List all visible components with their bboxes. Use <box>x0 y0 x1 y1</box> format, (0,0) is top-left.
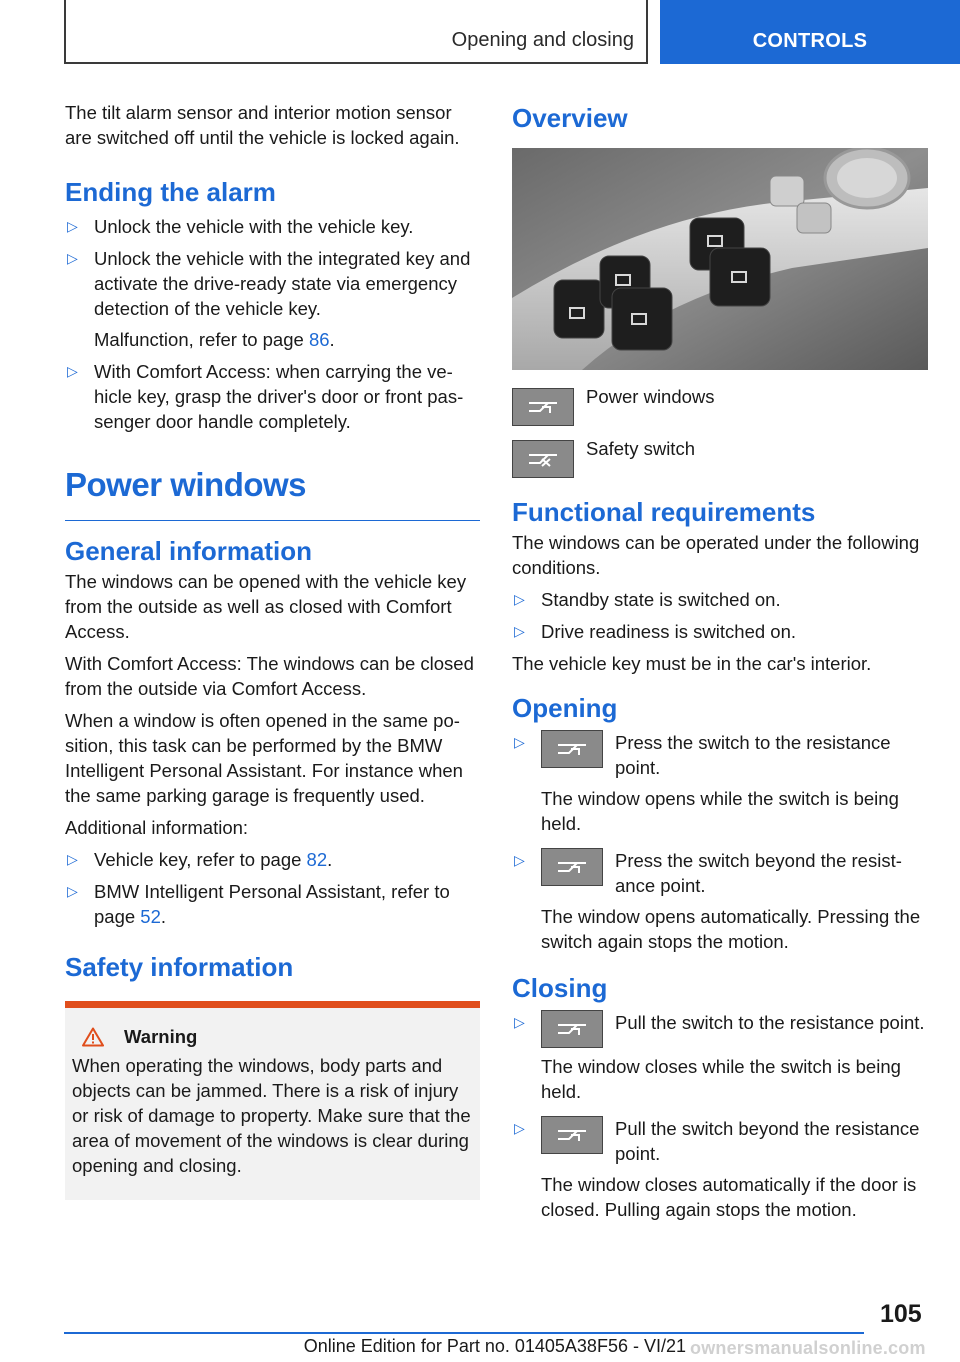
triangle-bullet-icon: ▷ <box>514 734 525 750</box>
window-switch-icon <box>512 388 574 426</box>
closing-step-2 <box>512 1116 928 1222</box>
additional-info-list <box>65 847 480 929</box>
opening-step-1 <box>512 730 928 836</box>
watermark: ownersmanualsonline.com <box>690 1338 926 1358</box>
general-paragraph-1: The windows can be opened with the vehicle key from the outside as well as closed with Comfort Access. <box>65 571 467 642</box>
functional-list <box>512 587 928 644</box>
general-paragraph-2: With Comfort Access: The windows can be closed from the outside via Comfort Access. <box>65 653 474 699</box>
legend-safety-switch-label: Safety switch <box>586 438 695 459</box>
right-column <box>512 100 928 1229</box>
window-switch-icon <box>541 730 603 768</box>
header-section-title: Opening and closing <box>451 28 634 51</box>
legend-power-windows <box>512 388 928 426</box>
triangle-bullet-icon: ▷ <box>67 883 78 899</box>
triangle-bullet-icon: ▷ <box>67 363 78 379</box>
header-chapter-title: CONTROLS <box>752 29 868 52</box>
opening-step-2-text: Press the switch beyond the resistance point. <box>615 850 902 896</box>
opening-step-1-text: Press the switch to the resistance point. <box>615 732 891 778</box>
closing-step-1 <box>512 1010 928 1104</box>
left-column <box>65 100 480 1200</box>
triangle-bullet-icon: ▷ <box>67 218 78 234</box>
opening-step-2 <box>512 848 928 954</box>
general-information-heading: General information <box>65 536 313 566</box>
triangle-bullet-icon: ▷ <box>67 851 78 867</box>
warning-box <box>65 1001 480 1200</box>
legend-safety-switch <box>512 440 928 478</box>
overview-heading: Overview <box>512 103 628 133</box>
closing-step-2-desc: The window closes automatically if the door is closed. Pulling again stops the motion. <box>541 1174 917 1220</box>
window-switch-icon <box>541 1116 603 1154</box>
warning-title: Warning <box>124 1026 198 1047</box>
ending-alarm-heading: Ending the alarm <box>65 177 276 207</box>
closing-step-1-text: Pull the switch to the resistance point. <box>615 1012 925 1033</box>
safety-switch-icon <box>512 440 574 478</box>
list-item: ▷ BMW Intelligent Personal Assistant, refer to page 52. <box>67 881 450 927</box>
malfunction-reference: Malfunction, refer to page 86. <box>94 329 335 350</box>
triangle-bullet-icon: ▷ <box>67 250 78 266</box>
ending-alarm-list <box>65 214 480 434</box>
triangle-bullet-icon: ▷ <box>514 623 525 639</box>
list-item: ▷ Drive readiness is switched on. <box>514 621 796 642</box>
page-link-86[interactable]: 86 <box>308 329 330 350</box>
warning-text: When operating the windows, body parts and objects can be jammed. There is a risk of injury or risk of damage to property. Make sure that the area of movement of the windows is clear during opening and closing. <box>72 1055 471 1176</box>
opening-step-2-desc: The window opens automatically. Pressing the switch again stops the motion. <box>541 906 921 952</box>
opening-heading: Opening <box>512 693 618 723</box>
header-section-box <box>64 0 648 64</box>
opening-step-1-desc: The window opens while the switch is being held. <box>541 788 899 834</box>
list-item: ▷ With Comfort Access: when carrying the vehicle key, grasp the driver's door or front passenger door handle completely. <box>67 361 464 432</box>
triangle-bullet-icon: ▷ <box>514 1014 525 1030</box>
power-windows-heading: Power windows <box>65 464 480 521</box>
triangle-bullet-icon: ▷ <box>514 591 525 607</box>
functional-requirements-heading: Functional requirements <box>512 497 816 527</box>
list-item: ▷ Unlock the vehicle with the integrated key and activate the drive-ready state via emergency detection of the vehicle key. Malfunction, refer to page 86. <box>65 246 480 352</box>
list-item: ▷ Standby state is switched on. <box>514 589 781 610</box>
warning-title-row <box>72 1024 472 1049</box>
page-link-82[interactable]: 82 <box>306 849 328 870</box>
functional-paragraph-2: The vehicle key must be in the car's interior. <box>512 653 872 674</box>
triangle-bullet-icon: ▷ <box>514 1120 525 1136</box>
list-item: ▷ Vehicle key, refer to page 82. <box>67 849 333 870</box>
triangle-bullet-icon: ▷ <box>514 852 525 868</box>
page-number: 105 <box>880 1300 922 1328</box>
window-switch-icon <box>541 1010 603 1048</box>
closing-step-1-desc: The window closes while the switch is being held. <box>541 1056 901 1102</box>
general-paragraph-4: Additional information: <box>65 817 249 838</box>
functional-paragraph-1: The windows can be operated under the following conditions. <box>512 532 920 578</box>
general-paragraph-3: When a window is often opened in the same position, this task can be performed by the BMW Intelligent Personal Assistant. For instance when the same parking garage is frequently used. <box>65 710 463 806</box>
warning-triangle-icon <box>82 1027 104 1047</box>
window-switch-icon <box>541 848 603 886</box>
list-item: ▷ Unlock the vehicle with the vehicle key. <box>67 216 414 237</box>
intro-paragraph: The tilt alarm sensor and interior motion sensor are switched off until the vehicle is locked again. <box>65 102 460 148</box>
safety-information-heading: Safety information <box>65 952 294 982</box>
closing-heading: Closing <box>512 973 608 1003</box>
window-switch-panel-photo <box>512 148 928 370</box>
page-link-52[interactable]: 52 <box>140 906 161 927</box>
footer-edition: Online Edition for Part no. 01405A38F56 - VI/21 <box>303 1336 686 1356</box>
header-chapter-tab <box>660 0 960 64</box>
closing-step-2-text: Pull the switch beyond the resistance point. <box>615 1118 920 1164</box>
legend-power-windows-label: Power windows <box>586 386 715 407</box>
